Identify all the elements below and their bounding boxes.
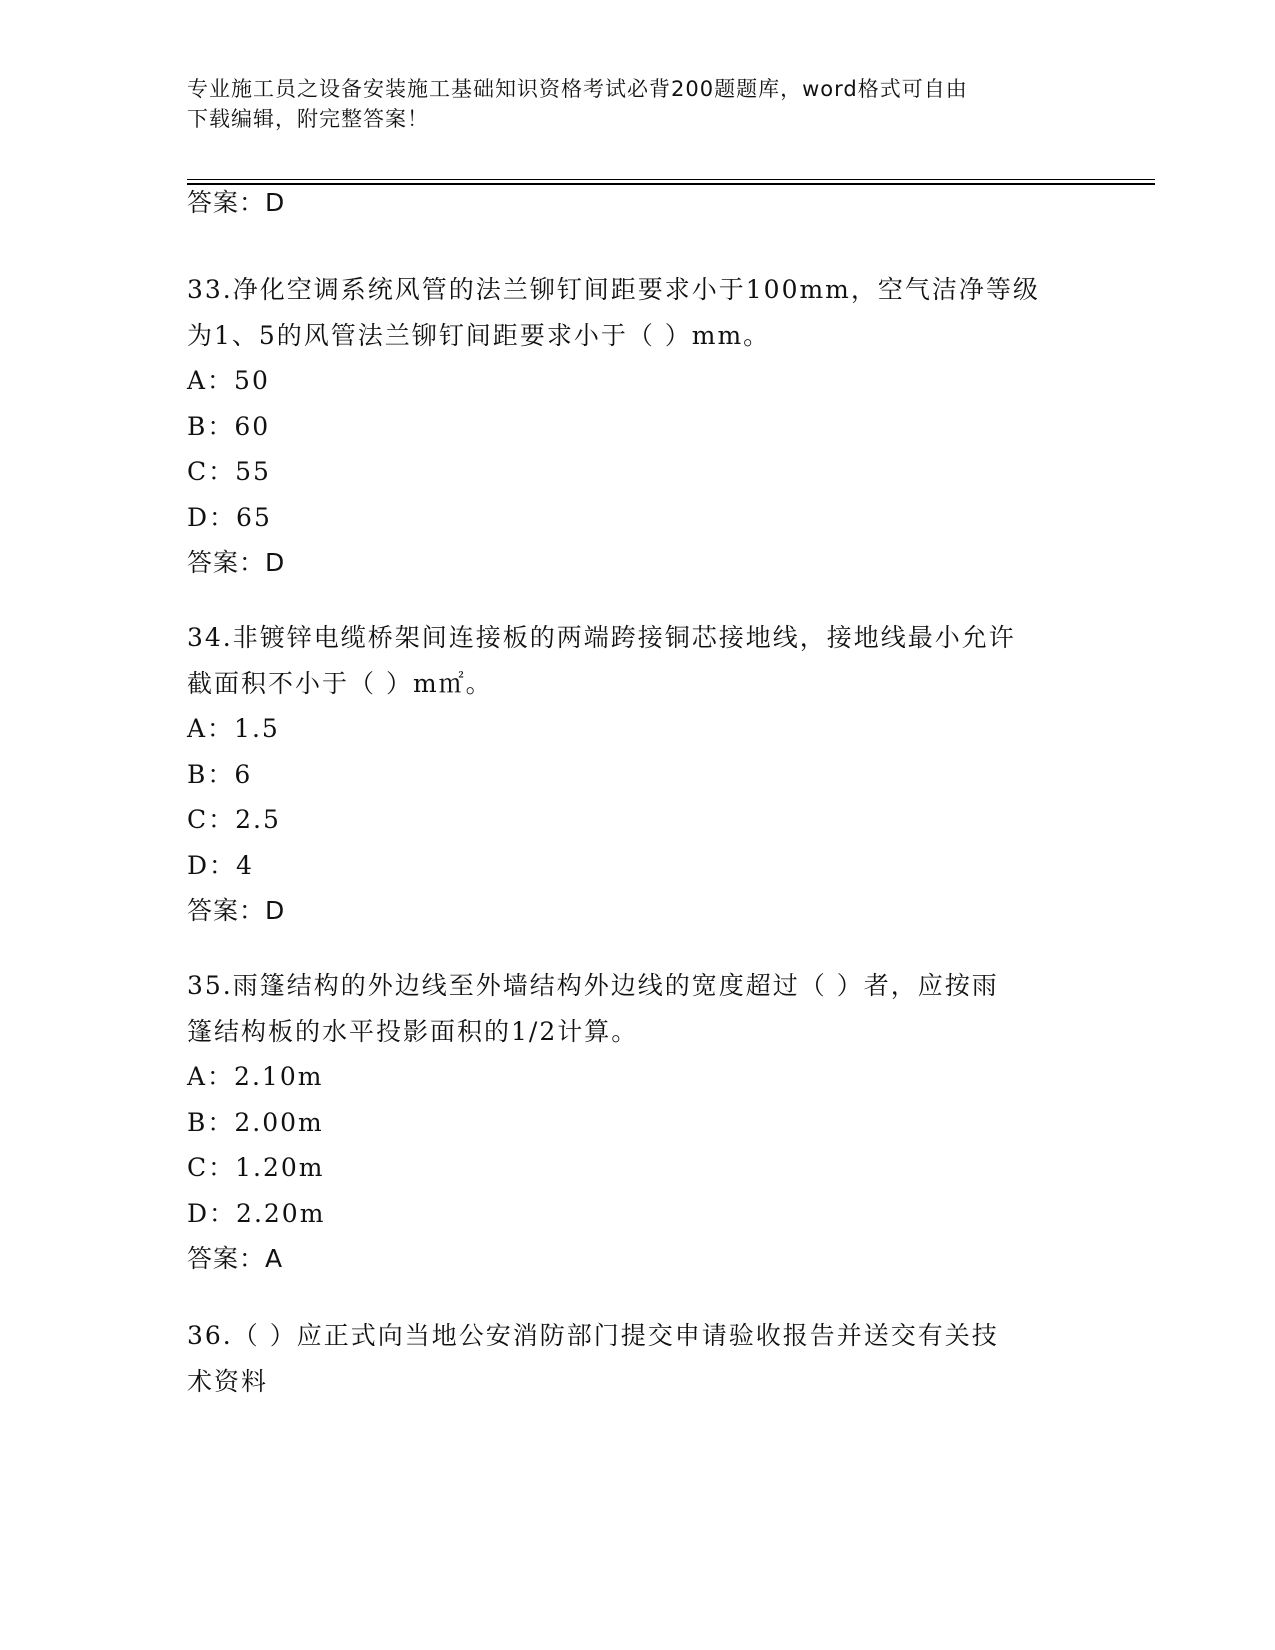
answer-label: 答案：A (187, 1244, 284, 1273)
answer-label: 答案：D (187, 188, 286, 217)
question-35 (187, 963, 1087, 1282)
question-text-line-2: 截面积不小于（ ）m㎡。 (187, 668, 493, 698)
document-header (187, 74, 1087, 134)
option-b: B：2.00m (187, 1107, 324, 1137)
previous-answer-block (187, 180, 1087, 226)
question-33 (187, 267, 1087, 586)
option-d: D：65 (187, 502, 272, 532)
header-line-2: 下载编辑，附完整答案！ (187, 107, 429, 131)
option-d: D：2.20m (187, 1198, 326, 1228)
option-d: D：4 (187, 850, 254, 880)
answer-label: 答案：D (187, 896, 286, 925)
question-text-line-2: 术资料 (187, 1366, 269, 1396)
question-text-line-2: 为1、5的风管法兰铆钉间距要求小于（ ）mm。 (187, 320, 771, 350)
option-c: C：1.20m (187, 1153, 325, 1182)
question-text-line-1: 35.雨篷结构的外边线至外墙结构外边线的宽度超过（ ）者，应按雨 (187, 971, 999, 1000)
option-a: A：1.5 (187, 714, 280, 743)
question-text-line-1: 36.（ ）应正式向当地公安消防部门提交申请验收报告并送交有关技 (187, 1321, 999, 1350)
question-text-line-1: 33.净化空调系统风管的法兰铆钉间距要求小于100mm，空气洁净等级 (187, 275, 1040, 304)
option-c: C：2.5 (187, 805, 281, 834)
answer-label: 答案：D (187, 548, 286, 577)
option-b: B：60 (187, 411, 271, 441)
option-c: C：55 (187, 457, 271, 486)
option-a: A：50 (187, 366, 270, 395)
question-34 (187, 615, 1087, 934)
question-text-line-1: 34.非镀锌电缆桥架间连接板的两端跨接铜芯接地线，接地线最小允许 (187, 623, 1016, 652)
question-36 (187, 1313, 1087, 1404)
option-b: B：6 (187, 759, 253, 789)
header-line-1: 专业施工员之设备安装施工基础知识资格考试必背200题题库，word格式可自由 (187, 77, 968, 101)
option-a: A：2.10m (187, 1062, 324, 1091)
question-text-line-2: 篷结构板的水平投影面积的1/2计算。 (187, 1016, 639, 1046)
